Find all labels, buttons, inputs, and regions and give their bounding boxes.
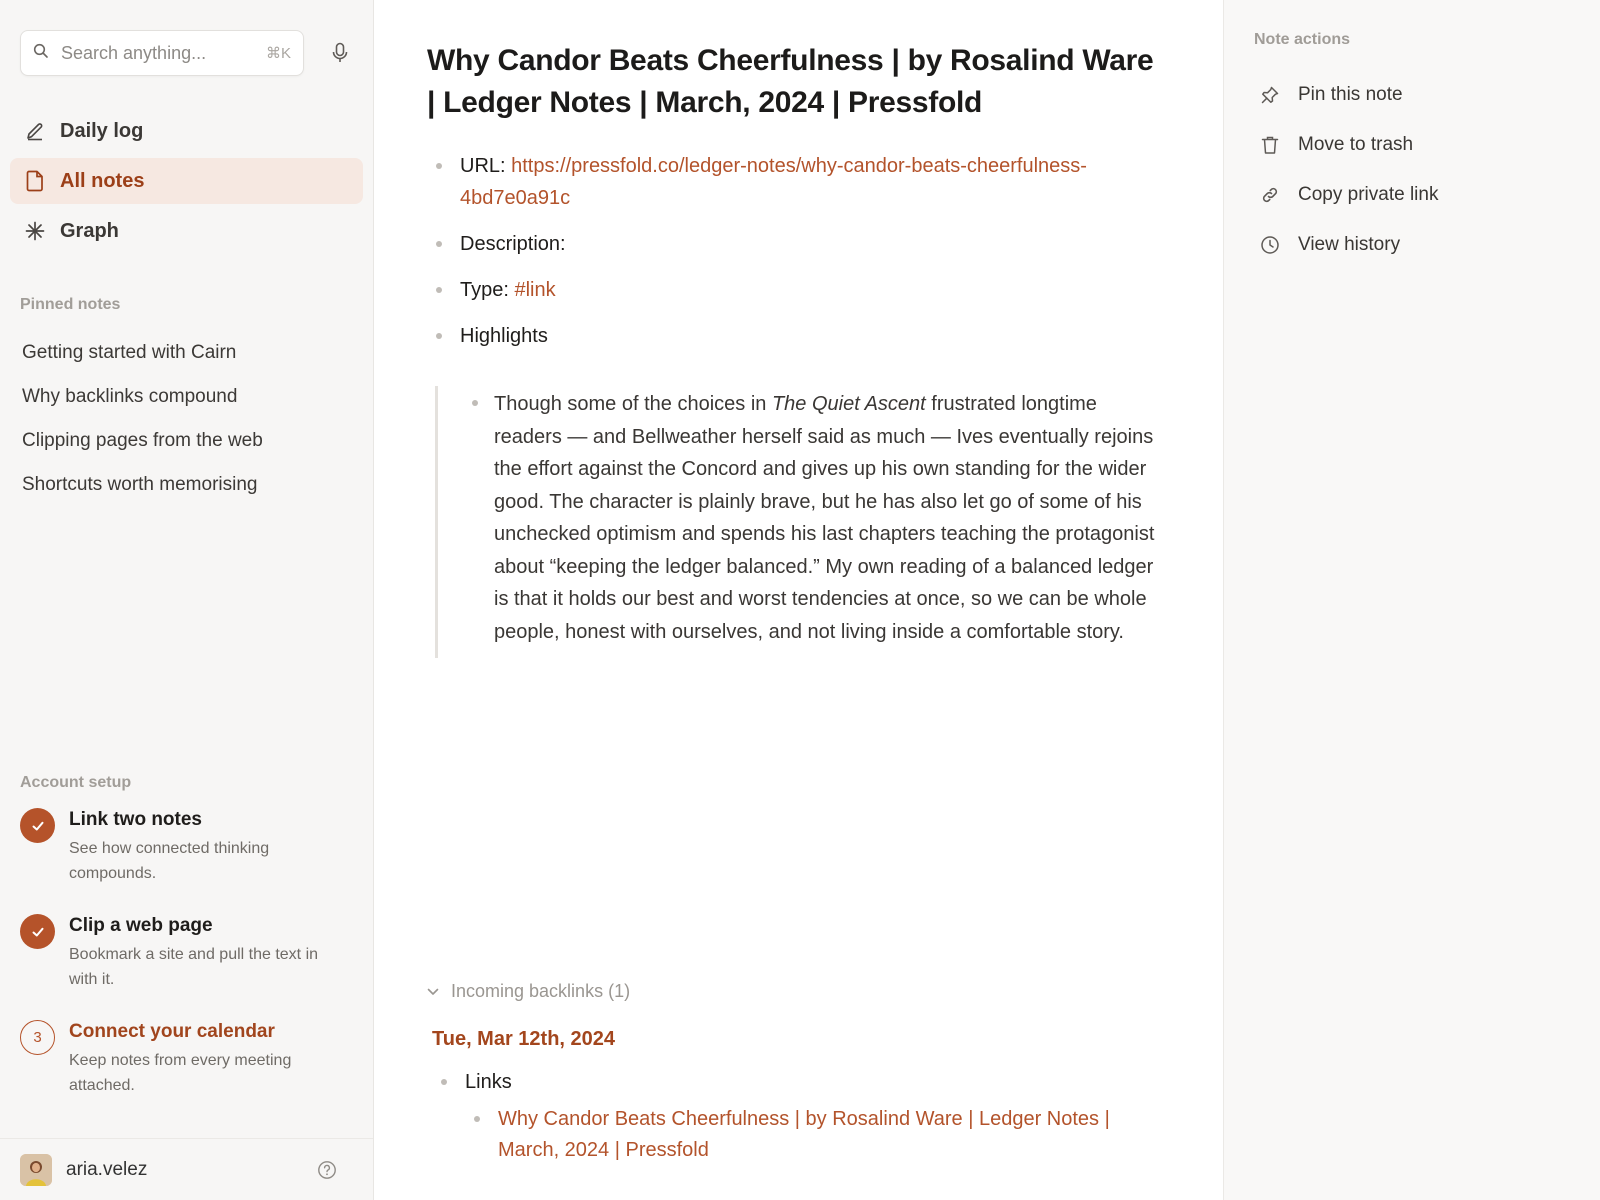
highlight-text[interactable]	[438, 386, 1155, 658]
setup-step-connect-calendar[interactable]	[20, 1020, 353, 1126]
backlink-parent: Links	[432, 1066, 1172, 1098]
setup-step-text	[69, 1021, 349, 1126]
nav-item-all-notes[interactable]	[10, 158, 363, 204]
setup-step-link-notes[interactable]	[20, 808, 353, 914]
link-icon	[1260, 185, 1280, 205]
nav-item-graph[interactable]	[10, 208, 363, 254]
pinned-notes-list	[22, 331, 353, 507]
pinned-note-item[interactable]: Getting started with Cairn	[22, 342, 237, 363]
view-history-button[interactable]	[1248, 220, 1580, 270]
search-input[interactable]	[61, 43, 251, 64]
copy-private-link-button[interactable]	[1248, 170, 1580, 220]
setup-step-description: See how connected thinking compounds.	[69, 840, 270, 882]
highlight-blockquote	[435, 386, 1155, 658]
setup-step-text	[69, 809, 349, 914]
property-label: Type:	[460, 279, 515, 301]
note-actions-heading: Note actions	[1254, 31, 1351, 48]
username: aria.velez	[66, 1158, 148, 1180]
property-label: Highlights	[460, 325, 548, 347]
property-label: URL:	[460, 155, 512, 177]
setup-step-title: Link two notes	[69, 809, 202, 830]
property-label: Description:	[460, 233, 566, 255]
document-icon	[24, 170, 46, 192]
main-nav	[10, 108, 363, 258]
note-editor	[374, 0, 1224, 1200]
highlight-text-start: Though some of the choices in	[494, 393, 772, 415]
setup-step-description: Keep notes from every meeting attached.	[69, 1052, 292, 1094]
note-actions-panel	[1224, 0, 1600, 1200]
account-setup-list	[20, 808, 353, 1126]
setup-step-text	[69, 915, 349, 1020]
search-icon	[33, 43, 49, 64]
pinned-note-item[interactable]: Clipping pages from the web	[22, 430, 263, 451]
move-to-trash-button[interactable]	[1248, 120, 1580, 170]
backlink-block	[432, 1066, 1172, 1166]
checkmark-icon	[20, 808, 55, 843]
note-properties	[427, 150, 1167, 366]
backlink-date[interactable]: Tue, Mar 12th, 2024	[432, 1028, 616, 1050]
backlink-reference	[432, 1104, 1172, 1166]
pin-note-button[interactable]	[1248, 70, 1580, 120]
backlinks-toggle[interactable]	[427, 981, 630, 1002]
tag-link[interactable]: #link	[514, 279, 556, 301]
search-row	[20, 30, 353, 76]
note-title[interactable]: Why Candor Beats Cheerfulness | by Rosalind Ware | Ledger Notes | March, 2024 | Pressfold	[427, 44, 1154, 119]
nav-item-daily-log[interactable]	[10, 108, 363, 154]
pinned-note-item[interactable]: Why backlinks compound	[22, 386, 238, 407]
backlink-link[interactable]: Why Candor Beats Cheerfulness | by Rosalind Ware | Ledger Notes | March, 2024 | Pressfold	[498, 1108, 1110, 1161]
pin-icon	[1260, 85, 1280, 105]
account-setup-heading: Account setup	[20, 774, 132, 791]
pencil-icon	[24, 120, 46, 142]
setup-step-title: Clip a web page	[69, 915, 213, 936]
nav-label: Graph	[60, 219, 119, 242]
nav-label: Daily log	[60, 119, 144, 142]
chevron-down-icon	[427, 983, 439, 1001]
clock-icon	[1260, 235, 1280, 255]
user-bar	[0, 1138, 373, 1200]
note-actions-list	[1248, 70, 1580, 270]
help-icon[interactable]	[317, 1160, 337, 1180]
checkmark-icon	[20, 914, 55, 949]
search-shortcut: ⌘K	[265, 45, 291, 62]
nav-label: All notes	[60, 169, 145, 192]
url-link[interactable]: https://pressfold.co/ledger-notes/why-candor-beats-cheerfulness-4bd7e0a91c	[460, 155, 1087, 209]
sidebar	[0, 0, 374, 1200]
backlinks-label: Incoming backlinks (1)	[451, 981, 631, 1001]
highlights-heading	[427, 320, 1167, 352]
property-url	[427, 150, 1167, 214]
pinned-note-item[interactable]: Shortcuts worth memorising	[22, 474, 258, 495]
property-description	[427, 228, 1167, 260]
microphone-icon[interactable]	[328, 41, 352, 65]
setup-step-clip-page[interactable]	[20, 914, 353, 1020]
property-type	[427, 274, 1167, 306]
action-label: Pin this note	[1298, 84, 1403, 105]
avatar[interactable]	[20, 1154, 52, 1186]
pinned-notes-heading: Pinned notes	[20, 296, 121, 313]
setup-step-description: Bookmark a site and pull the text in with it.	[69, 946, 319, 988]
step-number-badge: 3	[20, 1020, 55, 1055]
action-label: View history	[1298, 234, 1401, 255]
highlight-text-end: frustrated longtime readers — and Bellweather herself said as much — Ives eventually rejoins the effort against the Concord and gives up his own standing for the wider good. The character is plainly brave, but he has also let go of some of his unchecked optimism and spends his last chapters teaching the protagonist about “keeping the ledger balanced.” My own reading of a balanced ledger is that it holds our best and worst tendencies at once, so we can be whole people, honest with ourselves, and not living inside a comfortable story.	[494, 393, 1155, 643]
setup-step-title: Connect your calendar	[69, 1021, 275, 1042]
asterisk-icon	[24, 220, 46, 242]
action-label: Move to trash	[1298, 134, 1414, 155]
action-label: Copy private link	[1298, 184, 1439, 205]
trash-icon	[1260, 135, 1280, 155]
book-title: The Quiet Ascent	[771, 393, 926, 415]
search-box[interactable]	[20, 30, 304, 76]
